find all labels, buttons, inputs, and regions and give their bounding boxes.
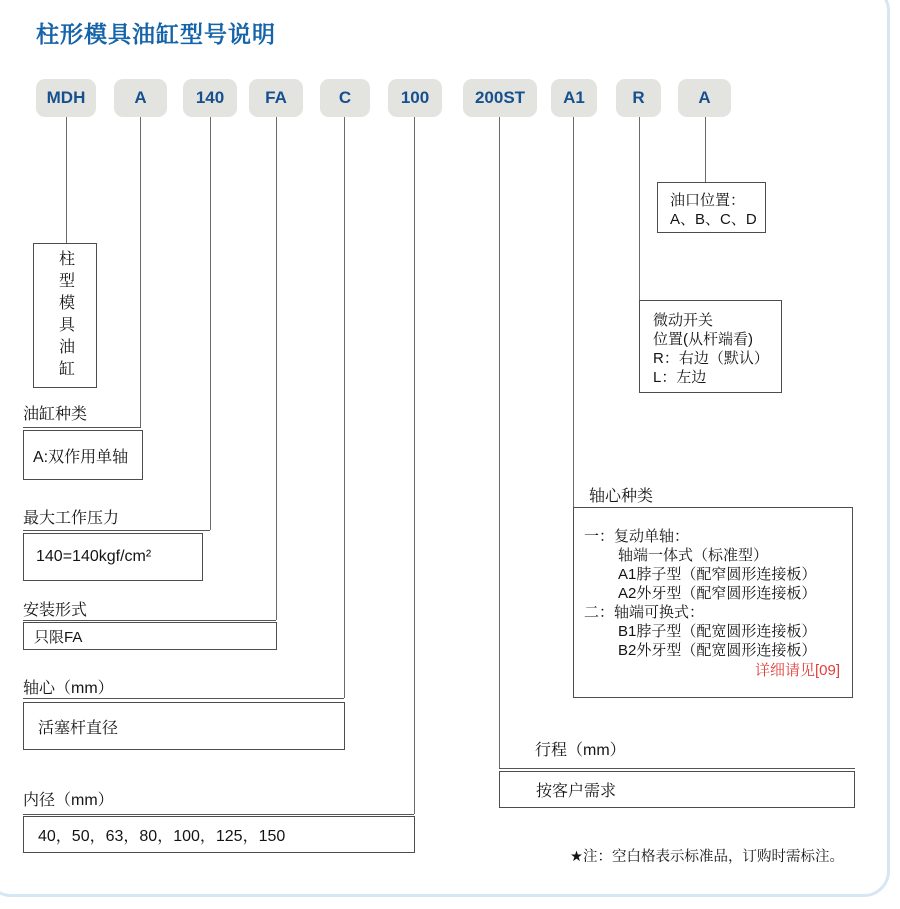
port-position-box xyxy=(657,182,766,233)
rod-box: 活塞杆直径 xyxy=(23,702,345,750)
shaft-type-line: 一：复动单轴： xyxy=(584,528,690,545)
code-segment-a1: A1 xyxy=(551,79,597,117)
bore-box: 40，50，63，80，100，125，150 xyxy=(23,816,415,853)
micro-switch-line: L：左边 xyxy=(653,369,707,386)
connector-line-a xyxy=(140,117,141,427)
mount-style-label: 安装形式 xyxy=(23,602,88,619)
cylinder-type-underline xyxy=(23,427,141,428)
rod-underline xyxy=(23,698,344,699)
page-title: 柱形模具油缸型号说明 xyxy=(36,21,276,47)
code-segment-a: A xyxy=(114,79,167,117)
port-position-line: A、B、C、D xyxy=(670,211,757,228)
shaft-type-line: 二：轴端可换式： xyxy=(584,604,705,621)
cylinder-type-label: 油缸种类 xyxy=(23,406,88,423)
stroke-box: 按客户需求 xyxy=(499,771,855,808)
code-segment-r: R xyxy=(616,79,661,117)
stroke-underline xyxy=(499,768,855,769)
shaft-type-label: 轴心种类 xyxy=(589,488,654,505)
mount-style-underline xyxy=(23,620,276,621)
max-pressure-box: 140=140kgf/cm² xyxy=(23,533,203,581)
micro-switch-line: 位置(从杆端看) xyxy=(653,331,753,348)
connector-line-a1 xyxy=(573,117,574,507)
connector-line-port xyxy=(705,117,706,182)
rod-label: 轴心（mm） xyxy=(23,680,114,697)
connector-line-fa xyxy=(276,117,277,620)
shaft-type-box xyxy=(573,507,853,698)
bore-label: 内径（mm） xyxy=(23,792,114,809)
connector-line-200st xyxy=(499,117,500,768)
micro-switch-line: 微动开关 xyxy=(653,312,714,329)
connector-line-r xyxy=(639,117,640,300)
series-name-box: 柱型模具油缸 xyxy=(33,243,97,388)
shaft-type-line: B1脖子型（配宽圆形连接板） xyxy=(618,623,817,640)
code-segment-c: C xyxy=(320,79,370,117)
connector-line-100 xyxy=(414,117,415,814)
detail-page-reference: 详细请见[09] xyxy=(754,662,840,679)
port-position-line: 油口位置： xyxy=(670,192,746,209)
connector-line-mdh xyxy=(66,117,67,243)
cylinder-type-box: A:双作用单轴 xyxy=(23,430,143,480)
code-segment-mdh: MDH xyxy=(36,79,96,117)
max-pressure-label: 最大工作压力 xyxy=(23,510,120,527)
shaft-type-line: B2外牙型（配宽圆形连接板） xyxy=(618,642,817,659)
code-segment-200st: 200ST xyxy=(463,79,537,117)
micro-switch-box xyxy=(639,300,782,393)
bore-underline xyxy=(23,814,414,815)
shaft-type-line: 轴端一体式（标准型） xyxy=(618,547,769,564)
shaft-type-line: A2外牙型（配窄圆形连接板） xyxy=(618,585,817,602)
micro-switch-line: R：右边（默认） xyxy=(653,350,769,367)
stroke-label: 行程（mm） xyxy=(535,742,626,759)
mount-style-box: 只限FA xyxy=(23,622,277,650)
code-segment-140: 140 xyxy=(183,79,237,117)
shaft-type-line: A1脖子型（配窄圆形连接板） xyxy=(618,566,817,583)
code-segment-a-port: A xyxy=(678,79,731,117)
connector-line-c xyxy=(344,117,345,698)
code-segment-fa: FA xyxy=(249,79,303,117)
footnote-note: ★注：空白格表示标准品，订购时需标注。 xyxy=(570,849,844,865)
connector-line-140 xyxy=(210,117,211,530)
code-segment-100: 100 xyxy=(388,79,442,117)
max-pressure-underline xyxy=(23,530,210,531)
